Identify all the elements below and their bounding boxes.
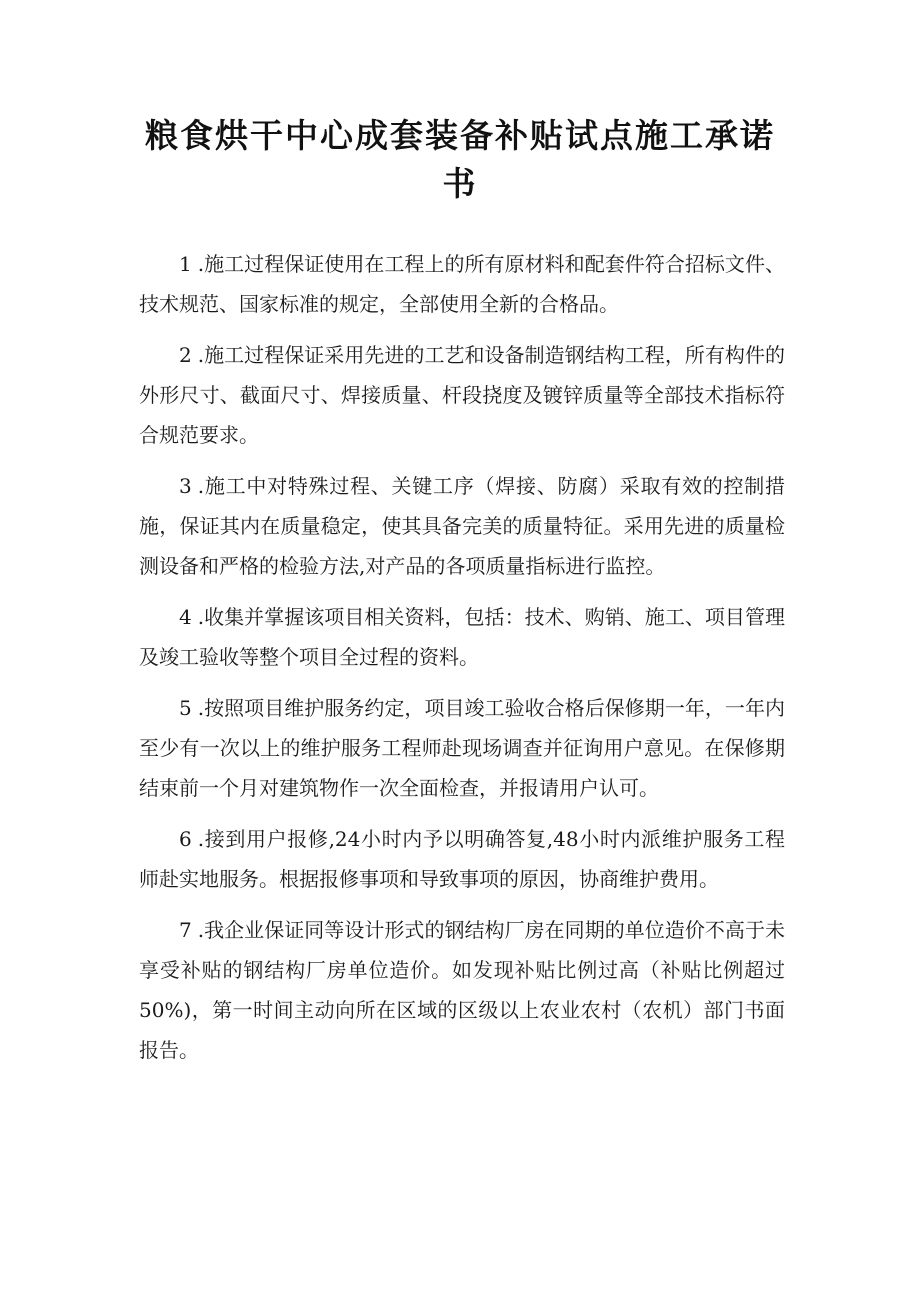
clause-text: .收集并掌握该项目相关资料，包括：技术、购销、施工、项目管理及竣工验收等整个项目全过程的资料。 — [139, 605, 785, 669]
document-body — [139, 244, 785, 1081]
document-title: 粮食烘干中心成套装备补贴试点施工承诺书 — [145, 116, 775, 203]
clause-number: 2 — [179, 343, 192, 367]
clause-number: 7 — [179, 918, 192, 942]
clause-number: 4 — [179, 605, 192, 629]
clause-text: .施工中对特殊过程、关键工序（焊接、防腐）采取有效的控制措施，保证其内在质量稳定，使其具备完美的质量特征。采用先进的质量检测设备和严格的检验方法,对产品的各项质量指标进行监控。 — [139, 474, 785, 578]
clause-text: .我企业保证同等设计形式的钢结构厂房在同期的单位造价不高于未享受补贴的钢结构厂房单位造价。如发现补贴比例过高（补贴比例超过50%)，第一时间主动向所在区域的区级以上农业农村（农机）部门书面报告。 — [139, 918, 785, 1062]
clause-4 — [139, 597, 785, 677]
clause-text: .按照项目维护服务约定，项目竣工验收合格后保修期一年，一年内至少有一次以上的维护服务工程师赴现场调查并征询用户意见。在保修期结束前一个月对建筑物作一次全面检查，并报请用户认可。 — [139, 696, 785, 800]
clause-text: .施工过程保证采用先进的工艺和设备制造钢结构工程，所有构件的外形尺寸、截面尺寸、焊接质量、杆段挠度及镀锌质量等全部技术指标符合规范要求。 — [139, 343, 785, 447]
clause-text: .施工过程保证使用在工程上的所有原材料和配套件符合招标文件、技术规范、国家标准的规定，全部使用全新的合格品。 — [139, 252, 785, 316]
clause-3 — [139, 466, 785, 586]
clause-6 — [139, 819, 785, 899]
clause-5 — [139, 688, 785, 808]
clause-1 — [139, 244, 785, 324]
clause-2 — [139, 335, 785, 455]
clause-number: 1 — [179, 252, 192, 276]
clause-7 — [139, 910, 785, 1070]
clause-number: 6 — [179, 827, 192, 851]
clause-number: 5 — [179, 696, 192, 720]
clause-text: .接到用户报修,24小时内予以明确答复,48小时内派维护服务工程师赴实地服务。根据报修事项和导致事项的原因，协商维护费用。 — [139, 827, 785, 891]
clause-number: 3 — [179, 474, 192, 498]
